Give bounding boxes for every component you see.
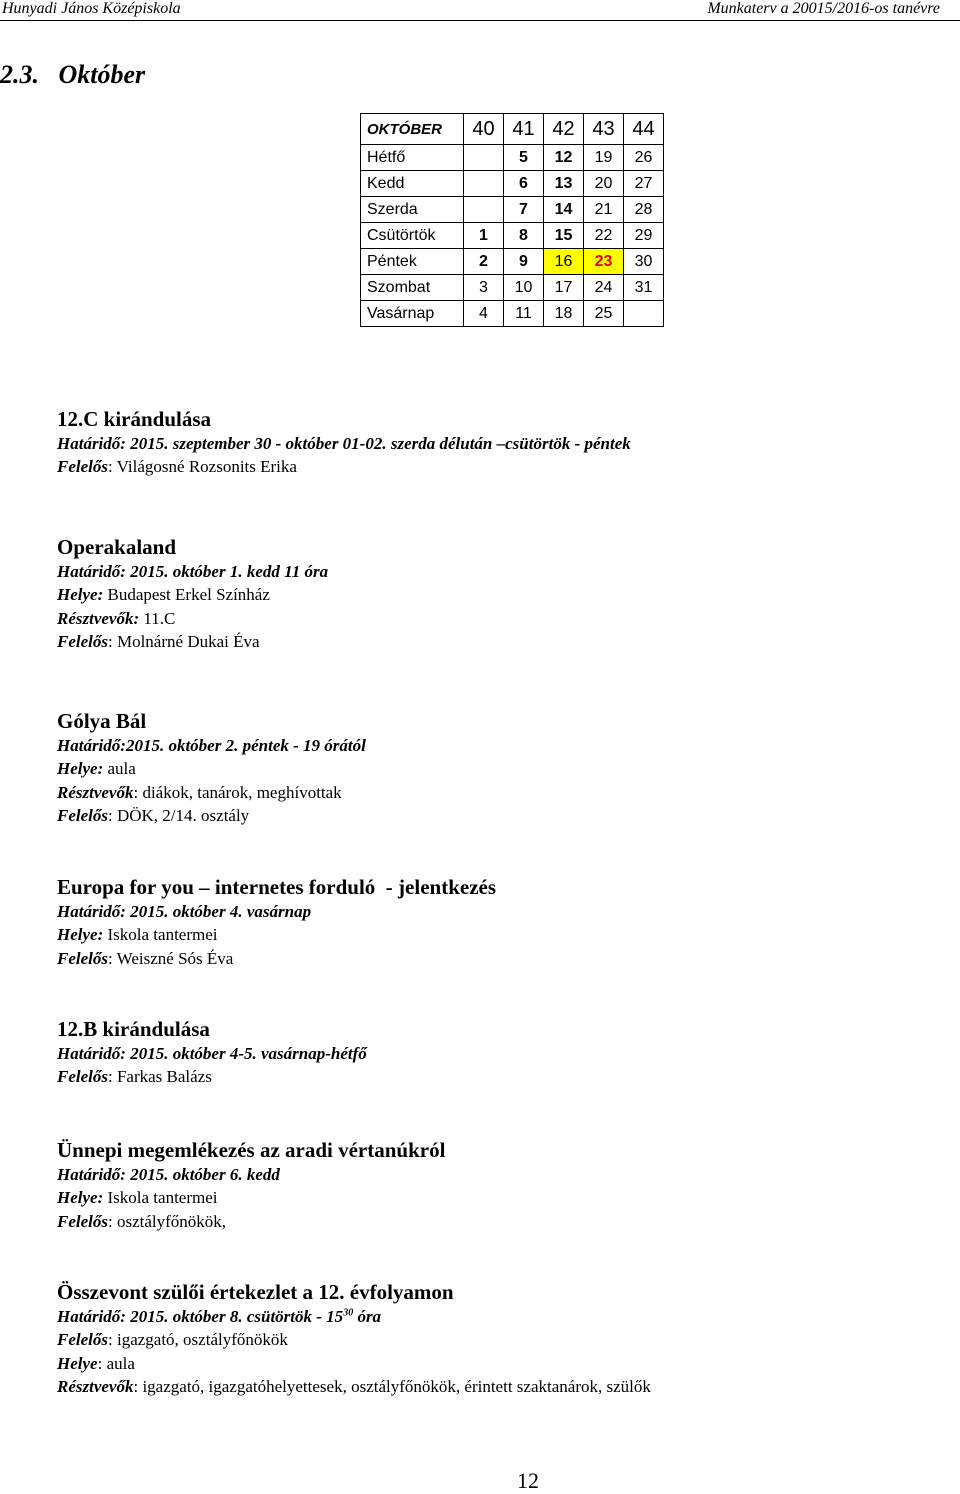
event-responsible: Felelős: osztályfőnökök, (57, 1211, 227, 1231)
event-responsible: Felelős: Farkas Balázs (57, 1067, 212, 1087)
date-cell: 5 (504, 145, 544, 171)
date-cell: 6 (504, 171, 544, 197)
date-cell: 8 (504, 223, 544, 249)
event-place: Helye: Budapest Erkel Színház (57, 585, 270, 605)
week-number: 42 (544, 114, 584, 145)
calendar-row (361, 275, 664, 301)
date-cell: 10 (504, 275, 544, 301)
date-cell: 3 (464, 275, 504, 301)
date-cell: 18 (544, 301, 584, 327)
date-cell: 11 (504, 301, 544, 327)
event-title: Operakaland (57, 535, 177, 559)
page-header (0, 0, 960, 21)
date-cell: 26 (624, 145, 664, 171)
event-responsible: Felelős: Molnárné Dukai Éva (57, 631, 260, 651)
calendar-title: OKTÓBER (361, 114, 464, 145)
event-responsible: Felelős: Világosné Rozsonits Erika (57, 457, 297, 477)
calendar-row (361, 197, 664, 223)
week-number: 43 (584, 114, 624, 145)
week-number: 44 (624, 114, 664, 145)
october-calendar-table (360, 113, 664, 327)
event-participants: Résztvevők: diákok, tanárok, meghívottak (57, 782, 342, 802)
date-cell-highlighted: 16 (544, 249, 584, 275)
day-name: Szerda (361, 197, 464, 223)
event-deadline: Határidő: 2015. október 8. csütörtök - $15^{30}$ óra (57, 1307, 382, 1326)
event-participants: Résztvevők: 11.C (57, 608, 176, 628)
event-responsible: Felelős: DÖK, 2/14. osztály (57, 805, 250, 825)
date-cell: 21 (584, 197, 624, 223)
date-cell (464, 145, 504, 171)
event-responsible: Felelős: igazgató, osztályfőnökök (57, 1330, 288, 1350)
week-number: 40 (464, 114, 504, 145)
date-cell: 22 (584, 223, 624, 249)
event-item (57, 406, 631, 479)
header-school: Hunyadi János Középiskola (2, 0, 181, 17)
event-deadline: Határidő: 2015. szeptember 30 - október 01-02. szerda délután –csütörtök - péntek (57, 434, 631, 453)
event-deadline: Határidő:2015. október 2. péntek - 19 órától (57, 736, 366, 755)
section-title: 2.3. Október (0, 60, 146, 89)
calendar-row (361, 249, 664, 275)
event-place: Helye: aula (57, 759, 136, 779)
date-cell: 19 (584, 145, 624, 171)
date-cell: 25 (584, 301, 624, 327)
date-cell: 20 (584, 171, 624, 197)
day-name: Hétfő (361, 145, 464, 171)
event-item (57, 708, 366, 827)
calendar-row (361, 145, 664, 171)
event-title: 12.C kirándulása (57, 407, 212, 431)
event-item (57, 534, 328, 653)
day-name: Csütörtök (361, 223, 464, 249)
date-cell: 14 (544, 197, 584, 223)
day-name: Kedd (361, 171, 464, 197)
event-deadline: Határidő: 2015. október 6. kedd (57, 1165, 280, 1184)
event-title: Gólya Bál (57, 709, 147, 733)
event-item (57, 1016, 367, 1089)
day-name: Vasárnap (361, 301, 464, 327)
date-cell: 29 (624, 223, 664, 249)
date-cell: 9 (504, 249, 544, 275)
date-cell (624, 301, 664, 327)
event-place: Helye: Iskola tantermei (57, 925, 218, 945)
week-number: 41 (504, 114, 544, 145)
date-cell: 15 (544, 223, 584, 249)
event-participants: Résztvevők: igazgató, igazgatóhelyettesek, osztályfőnökök, érintett szaktanárok, szülők (57, 1376, 651, 1396)
calendar-row (361, 171, 664, 197)
event-deadline: Határidő: 2015. október 1. kedd 11 óra (57, 562, 329, 581)
event-item (57, 874, 496, 970)
date-cell: 27 (624, 171, 664, 197)
event-title: Europa for you – internetes forduló - jelentkezés (57, 875, 497, 899)
event-title: Összevont szülői értekezlet a 12. évfolyamon (57, 1280, 454, 1304)
date-cell: 13 (544, 171, 584, 197)
date-cell: 4 (464, 301, 504, 327)
date-cell (464, 197, 504, 223)
day-name: Péntek (361, 249, 464, 275)
page-number: 12 (517, 1468, 539, 1493)
event-place: Helye: aula (57, 1353, 135, 1373)
date-cell-highlighted-red: 23 (584, 249, 624, 275)
event-deadline: Határidő: 2015. október 4-5. vasárnap-hétfő (57, 1044, 367, 1063)
date-cell: 1 (464, 223, 504, 249)
calendar-row (361, 223, 664, 249)
date-cell: 28 (624, 197, 664, 223)
date-cell: 31 (624, 275, 664, 301)
calendar-header-row (361, 114, 664, 145)
header-doc-title: Munkaterv a 20015/2016-os tanévre (707, 0, 940, 17)
day-name: Szombat (361, 275, 464, 301)
date-cell: 30 (624, 249, 664, 275)
date-cell: 24 (584, 275, 624, 301)
event-item (57, 1137, 445, 1233)
event-deadline: Határidő: 2015. október 4. vasárnap (57, 902, 312, 921)
date-cell: 12 (544, 145, 584, 171)
date-cell (464, 171, 504, 197)
date-cell: 7 (504, 197, 544, 223)
event-item (57, 1279, 651, 1398)
event-place: Helye: Iskola tantermei (57, 1188, 218, 1208)
event-title: Ünnepi megemlékezés az aradi vértanúkról (57, 1138, 446, 1162)
calendar-row (361, 301, 664, 327)
event-title: 12.B kirándulása (57, 1017, 210, 1041)
date-cell: 2 (464, 249, 504, 275)
date-cell: 17 (544, 275, 584, 301)
event-responsible: Felelős: Weiszné Sós Éva (57, 948, 234, 968)
